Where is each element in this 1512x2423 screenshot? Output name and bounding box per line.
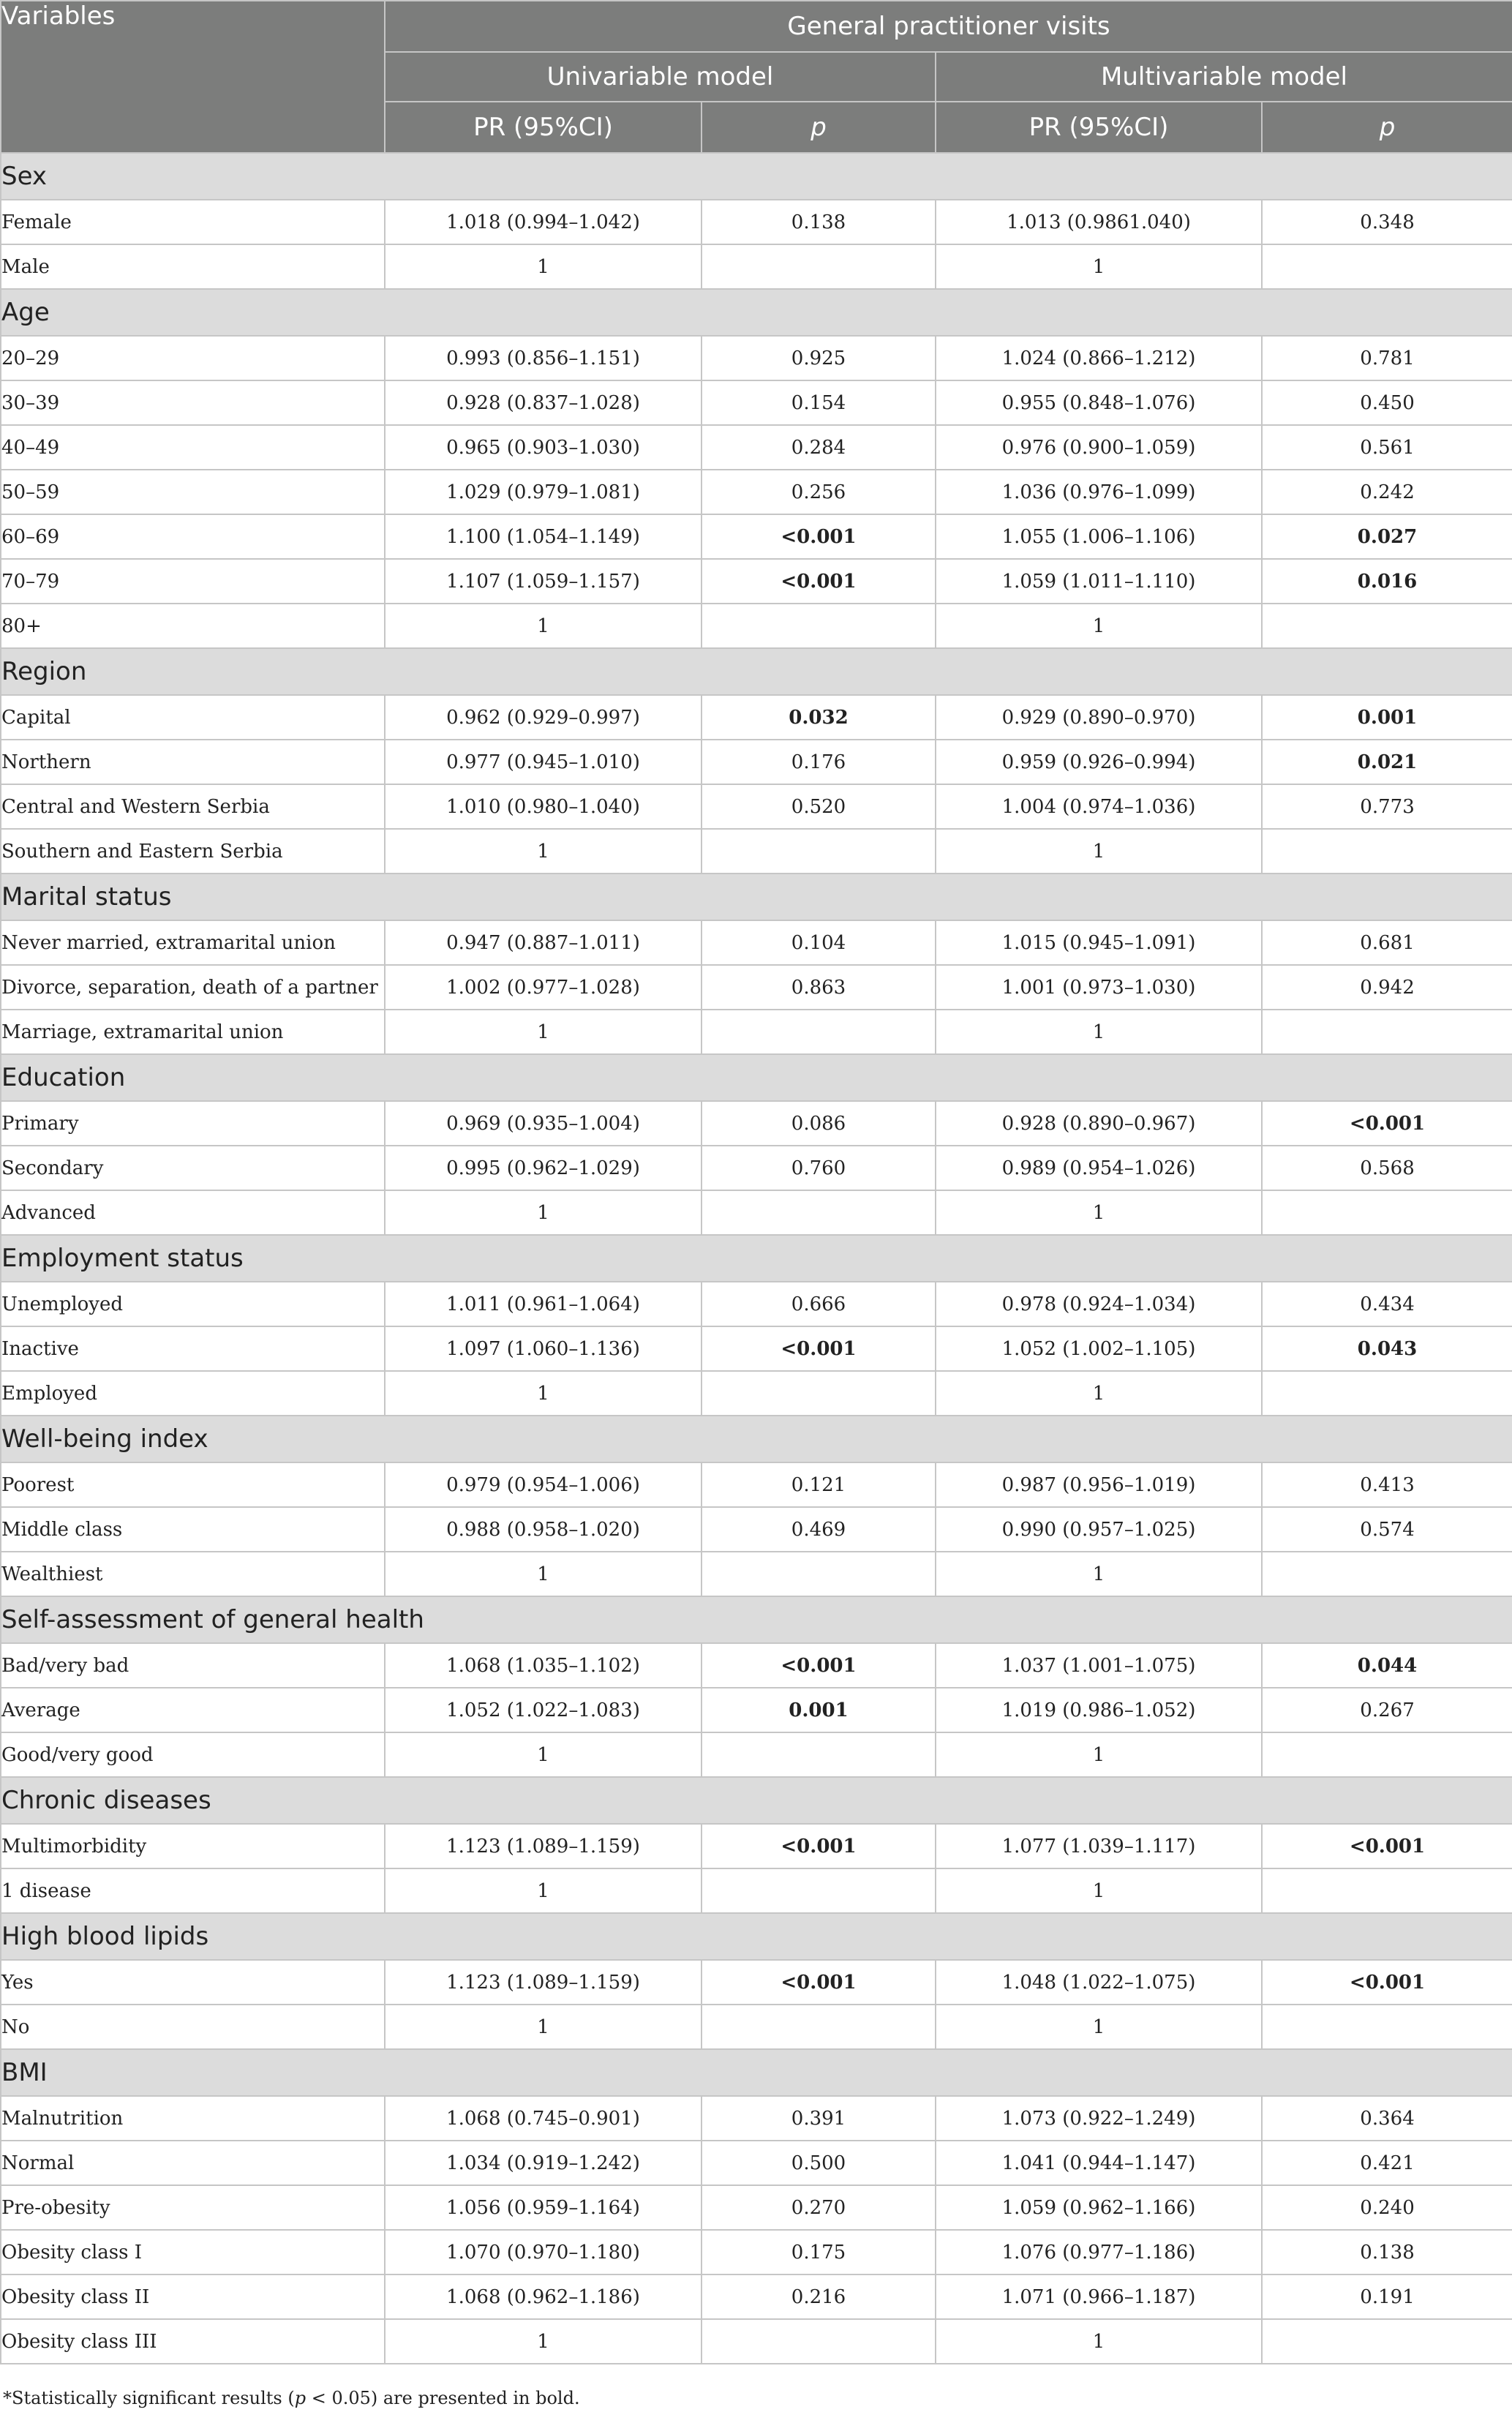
- univariable-p-cell: 0.391: [702, 2096, 936, 2141]
- row-label: Normal: [1, 2141, 385, 2185]
- section-title: Region: [1, 648, 1512, 695]
- univariable-pr-cell: 1.068 (1.035–1.102): [385, 1643, 702, 1688]
- multivariable-pr-cell: 1.041 (0.944–1.147): [936, 2141, 1262, 2185]
- multivariable-pr-cell: 1.073 (0.922–1.249): [936, 2096, 1262, 2141]
- univariable-p-cell: 0.175: [702, 2230, 936, 2274]
- multivariable-p-cell: 0.016: [1262, 559, 1512, 604]
- multivariable-p-cell: [1262, 1868, 1512, 1913]
- multivariable-p-cell: <0.001: [1262, 1824, 1512, 1868]
- univariable-pr-cell: 1: [385, 1371, 702, 1416]
- univariable-p-cell: 0.520: [702, 784, 936, 829]
- multivariable-p-cell: 0.434: [1262, 1282, 1512, 1326]
- section-header-row: [1, 1235, 1512, 1282]
- univariable-pr-cell: 1.100 (1.054–1.149): [385, 514, 702, 559]
- univariable-pr-cell: 1.068 (0.745–0.901): [385, 2096, 702, 2141]
- multivariable-pr-cell: 1.055 (1.006–1.106): [936, 514, 1262, 559]
- section-header-row: [1, 2049, 1512, 2096]
- multivariable-p-cell: 0.027: [1262, 514, 1512, 559]
- univariable-pr-cell: 0.977 (0.945–1.010): [385, 740, 702, 784]
- row-label: Marriage, extramarital union: [1, 1010, 385, 1054]
- table-row: [1, 1326, 1512, 1371]
- multivariable-pr-cell: 0.929 (0.890–0.970): [936, 695, 1262, 740]
- multivariable-pr-cell: 1: [936, 1552, 1262, 1596]
- multivariable-pr-cell: 1: [936, 2319, 1262, 2364]
- multivariable-p-cell: 0.574: [1262, 1507, 1512, 1552]
- univariable-p-cell: 0.666: [702, 1282, 936, 1326]
- univariable-p-cell: <0.001: [702, 1824, 936, 1868]
- multivariable-p-cell: 0.781: [1262, 336, 1512, 380]
- row-label: 40–49: [1, 425, 385, 470]
- univariable-pr-cell: 1: [385, 2005, 702, 2049]
- univariable-pr-cell: 1.070 (0.970–1.180): [385, 2230, 702, 2274]
- table-row: [1, 965, 1512, 1010]
- multivariable-p-cell: <0.001: [1262, 1101, 1512, 1146]
- multivariable-p-cell: 0.681: [1262, 920, 1512, 965]
- univariable-pr-cell: 1.011 (0.961–1.064): [385, 1282, 702, 1326]
- row-label: Southern and Eastern Serbia: [1, 829, 385, 874]
- table-row: [1, 559, 1512, 604]
- univariable-p-header: p: [702, 102, 936, 153]
- row-label: Male: [1, 244, 385, 289]
- multivariable-pr-cell: 0.990 (0.957–1.025): [936, 1507, 1262, 1552]
- section-title: Employment status: [1, 1235, 1512, 1282]
- header-row-1: [1, 1, 1512, 52]
- multivariable-pr-cell: 0.955 (0.848–1.076): [936, 380, 1262, 425]
- univariable-pr-cell: 1.056 (0.959–1.164): [385, 2185, 702, 2230]
- multivariable-p-cell: 0.240: [1262, 2185, 1512, 2230]
- univariable-p-cell: [702, 1371, 936, 1416]
- multivariable-pr-cell: 0.959 (0.926–0.994): [936, 740, 1262, 784]
- multivariable-p-cell: 0.044: [1262, 1643, 1512, 1688]
- univariable-pr-cell: 0.993 (0.856–1.151): [385, 336, 702, 380]
- row-label: Pre-obesity: [1, 2185, 385, 2230]
- multivariable-pr-cell: 1: [936, 604, 1262, 648]
- table-row: [1, 380, 1512, 425]
- multivariable-p-cell: [1262, 829, 1512, 874]
- section-title: Well-being index: [1, 1416, 1512, 1462]
- footnote-after: < 0.05) are presented in bold.: [306, 2388, 580, 2408]
- multivariable-pr-cell: 1.004 (0.974–1.036): [936, 784, 1262, 829]
- univariable-pr-cell: 0.947 (0.887–1.011): [385, 920, 702, 965]
- multivariable-p-cell: 0.364: [1262, 2096, 1512, 2141]
- univariable-p-cell: <0.001: [702, 1960, 936, 2005]
- univariable-p-cell: 0.138: [702, 200, 936, 244]
- multivariable-p-cell: 0.348: [1262, 200, 1512, 244]
- univariable-p-cell: 0.500: [702, 2141, 936, 2185]
- section-title: BMI: [1, 2049, 1512, 2096]
- univariable-p-cell: 0.121: [702, 1462, 936, 1507]
- univariable-pr-cell: 1: [385, 1732, 702, 1777]
- section-title: Self-assessment of general health: [1, 1596, 1512, 1643]
- row-label: 50–59: [1, 470, 385, 514]
- row-label: Average: [1, 1688, 385, 1732]
- table-row: [1, 2230, 1512, 2274]
- univariable-p-cell: 0.925: [702, 336, 936, 380]
- univariable-pr-cell: 0.969 (0.935–1.004): [385, 1101, 702, 1146]
- table-row: [1, 1190, 1512, 1235]
- multivariable-p-cell: [1262, 244, 1512, 289]
- multivariable-p-cell: [1262, 2005, 1512, 2049]
- multivariable-pr-cell: 0.989 (0.954–1.026): [936, 1146, 1262, 1190]
- section-header-row: [1, 1777, 1512, 1824]
- multivariable-p-cell: [1262, 604, 1512, 648]
- footnote-p: p: [294, 2388, 306, 2408]
- multivariable-pr-cell: 1: [936, 2005, 1262, 2049]
- row-label: Poorest: [1, 1462, 385, 1507]
- univariable-pr-cell: 0.979 (0.954–1.006): [385, 1462, 702, 1507]
- multivariable-pr-cell: 1.048 (1.022–1.075): [936, 1960, 1262, 2005]
- table-body: [1, 153, 1512, 2364]
- multivariable-pr-cell: 0.978 (0.924–1.034): [936, 1282, 1262, 1326]
- table-row: [1, 1688, 1512, 1732]
- gp-visits-header: General practitioner visits: [385, 1, 1512, 52]
- row-label: Secondary: [1, 1146, 385, 1190]
- row-label: Employed: [1, 1371, 385, 1416]
- section-title: Marital status: [1, 874, 1512, 920]
- univariable-pr-cell: 1: [385, 829, 702, 874]
- multivariable-pr-cell: 1: [936, 1010, 1262, 1054]
- multivariable-p-cell: 0.413: [1262, 1462, 1512, 1507]
- table-row: [1, 336, 1512, 380]
- multivariable-p-cell: 0.568: [1262, 1146, 1512, 1190]
- multivariable-p-cell: 0.942: [1262, 965, 1512, 1010]
- table-row: [1, 829, 1512, 874]
- multivariable-p-cell: [1262, 1010, 1512, 1054]
- table-row: [1, 920, 1512, 965]
- row-label: Central and Western Serbia: [1, 784, 385, 829]
- multivariable-pr-cell: 1: [936, 244, 1262, 289]
- table-row: [1, 695, 1512, 740]
- row-label: Capital: [1, 695, 385, 740]
- multivariable-p-cell: 0.191: [1262, 2274, 1512, 2319]
- table-row: [1, 200, 1512, 244]
- univariable-pr-cell: 0.962 (0.929–0.997): [385, 695, 702, 740]
- multivariable-pr-cell: 1.013 (0.9861.040): [936, 200, 1262, 244]
- univariable-p-cell: 0.001: [702, 1688, 936, 1732]
- multivariable-p-cell: 0.043: [1262, 1326, 1512, 1371]
- univariable-pr-cell: 1: [385, 1010, 702, 1054]
- univariable-p-cell: 0.863: [702, 965, 936, 1010]
- table-row: [1, 1552, 1512, 1596]
- multivariable-p-cell: <0.001: [1262, 1960, 1512, 2005]
- univariable-pr-cell: 1.034 (0.919–1.242): [385, 2141, 702, 2185]
- table-row: [1, 425, 1512, 470]
- table-row: [1, 470, 1512, 514]
- multivariable-pr-cell: 1: [936, 829, 1262, 874]
- multivariable-pr-cell: 1.037 (1.001–1.075): [936, 1643, 1262, 1688]
- table-row: [1, 1101, 1512, 1146]
- row-label: Never married, extramarital union: [1, 920, 385, 965]
- univariable-pr-cell: 1.002 (0.977–1.028): [385, 965, 702, 1010]
- univariable-pr-cell: 1: [385, 2319, 702, 2364]
- multivariable-pr-cell: 1.036 (0.976–1.099): [936, 470, 1262, 514]
- section-title: Education: [1, 1054, 1512, 1101]
- row-label: Inactive: [1, 1326, 385, 1371]
- multivariable-p-cell: [1262, 1190, 1512, 1235]
- table-row: [1, 1146, 1512, 1190]
- table-row: [1, 1960, 1512, 2005]
- multivariable-pr-cell: 1.077 (1.039–1.117): [936, 1824, 1262, 1868]
- row-label: 1 disease: [1, 1868, 385, 1913]
- row-label: Advanced: [1, 1190, 385, 1235]
- univariable-p-cell: 0.469: [702, 1507, 936, 1552]
- univariable-p-cell: 0.176: [702, 740, 936, 784]
- row-label: Good/very good: [1, 1732, 385, 1777]
- univariable-pr-cell: 1.123 (1.089–1.159): [385, 1824, 702, 1868]
- multivariable-p-cell: 0.001: [1262, 695, 1512, 740]
- multivariable-pr-cell: 0.928 (0.890–0.967): [936, 1101, 1262, 1146]
- multivariable-pr-cell: 1: [936, 1371, 1262, 1416]
- univariable-pr-cell: 1: [385, 1868, 702, 1913]
- univariable-p-cell: <0.001: [702, 1643, 936, 1688]
- univariable-p-cell: [702, 1552, 936, 1596]
- univariable-p-cell: [702, 2319, 936, 2364]
- multivariable-p-header: p: [1262, 102, 1512, 153]
- table-row: [1, 1282, 1512, 1326]
- multivariable-header: Multivariable model: [936, 52, 1512, 102]
- row-label: Yes: [1, 1960, 385, 2005]
- multivariable-pr-cell: 1: [936, 1190, 1262, 1235]
- univariable-pr-cell: 1: [385, 1190, 702, 1235]
- univariable-pr-cell: 0.965 (0.903–1.030): [385, 425, 702, 470]
- table-row: [1, 2274, 1512, 2319]
- univariable-pr-cell: 1.097 (1.060–1.136): [385, 1326, 702, 1371]
- row-label: Female: [1, 200, 385, 244]
- multivariable-pr-cell: 1.019 (0.986–1.052): [936, 1688, 1262, 1732]
- multivariable-p-cell: [1262, 2319, 1512, 2364]
- table-row: [1, 514, 1512, 559]
- table-row: [1, 1507, 1512, 1552]
- row-label: Obesity class III: [1, 2319, 385, 2364]
- section-header-row: [1, 1416, 1512, 1462]
- univariable-p-cell: 0.154: [702, 380, 936, 425]
- univariable-pr-cell: 0.928 (0.837–1.028): [385, 380, 702, 425]
- footnote: [3, 2388, 580, 2408]
- row-label: 30–39: [1, 380, 385, 425]
- multivariable-p-cell: 0.021: [1262, 740, 1512, 784]
- row-label: 80+: [1, 604, 385, 648]
- section-title: Age: [1, 289, 1512, 336]
- table-row: [1, 2096, 1512, 2141]
- multivariable-p-cell: [1262, 1732, 1512, 1777]
- section-header-row: [1, 1596, 1512, 1643]
- row-label: Obesity class II: [1, 2274, 385, 2319]
- univariable-pr-cell: 1.068 (0.962–1.186): [385, 2274, 702, 2319]
- multivariable-p-cell: 0.773: [1262, 784, 1512, 829]
- section-header-row: [1, 874, 1512, 920]
- row-label: No: [1, 2005, 385, 2049]
- row-label: Primary: [1, 1101, 385, 1146]
- multivariable-pr-cell: 1.052 (1.002–1.105): [936, 1326, 1262, 1371]
- row-label: Malnutrition: [1, 2096, 385, 2141]
- multivariable-pr-cell: 1.015 (0.945–1.091): [936, 920, 1262, 965]
- row-label: 60–69: [1, 514, 385, 559]
- univariable-p-cell: [702, 2005, 936, 2049]
- multivariable-pr-cell: 1: [936, 1732, 1262, 1777]
- row-label: 70–79: [1, 559, 385, 604]
- univariable-pr-cell: 1: [385, 604, 702, 648]
- table-row: [1, 2319, 1512, 2364]
- multivariable-pr-cell: 1.024 (0.866–1.212): [936, 336, 1262, 380]
- univariable-pr-cell: 1.123 (1.089–1.159): [385, 1960, 702, 2005]
- multivariable-pr-cell: 1.076 (0.977–1.186): [936, 2230, 1262, 2274]
- univariable-pr-cell: 1.010 (0.980–1.040): [385, 784, 702, 829]
- multivariable-p-cell: 0.450: [1262, 380, 1512, 425]
- section-header-row: [1, 289, 1512, 336]
- multivariable-pr-cell: 0.987 (0.956–1.019): [936, 1462, 1262, 1507]
- multivariable-pr-header: PR (95%CI): [936, 102, 1262, 153]
- univariable-p-cell: <0.001: [702, 1326, 936, 1371]
- table-row: [1, 604, 1512, 648]
- table-row: [1, 2141, 1512, 2185]
- univariable-p-cell: [702, 1732, 936, 1777]
- row-label: Wealthiest: [1, 1552, 385, 1596]
- variables-header: Variables: [1, 1, 385, 153]
- table-row: [1, 1824, 1512, 1868]
- multivariable-pr-cell: 1.001 (0.973–1.030): [936, 965, 1262, 1010]
- multivariable-p-cell: 0.242: [1262, 470, 1512, 514]
- multivariable-p-cell: 0.561: [1262, 425, 1512, 470]
- multivariable-pr-cell: 1.071 (0.966–1.187): [936, 2274, 1262, 2319]
- section-header-row: [1, 648, 1512, 695]
- multivariable-p-cell: 0.421: [1262, 2141, 1512, 2185]
- univariable-p-cell: [702, 1868, 936, 1913]
- univariable-p-cell: [702, 604, 936, 648]
- table-row: [1, 784, 1512, 829]
- row-label: Obesity class I: [1, 2230, 385, 2274]
- univariable-p-cell: 0.032: [702, 695, 936, 740]
- univariable-p-cell: 0.216: [702, 2274, 936, 2319]
- univariable-p-cell: 0.104: [702, 920, 936, 965]
- univariable-pr-cell: 1: [385, 1552, 702, 1596]
- univariable-p-cell: [702, 1190, 936, 1235]
- univariable-pr-cell: 0.988 (0.958–1.020): [385, 1507, 702, 1552]
- univariable-pr-cell: 0.995 (0.962–1.029): [385, 1146, 702, 1190]
- table-row: [1, 1732, 1512, 1777]
- row-label: Bad/very bad: [1, 1643, 385, 1688]
- univariable-p-cell: <0.001: [702, 559, 936, 604]
- univariable-p-cell: 0.256: [702, 470, 936, 514]
- footnote-before: *Statistically significant results (: [3, 2388, 295, 2408]
- multivariable-pr-cell: 0.976 (0.900–1.059): [936, 425, 1262, 470]
- univariable-p-cell: 0.284: [702, 425, 936, 470]
- row-label: Divorce, separation, death of a partner: [1, 965, 385, 1010]
- univariable-header: Univariable model: [385, 52, 936, 102]
- univariable-p-cell: [702, 1010, 936, 1054]
- table-row: [1, 1462, 1512, 1507]
- section-header-row: [1, 1913, 1512, 1960]
- section-title: Chronic diseases: [1, 1777, 1512, 1824]
- table-row: [1, 1371, 1512, 1416]
- univariable-pr-header: PR (95%CI): [385, 102, 702, 153]
- row-label: Northern: [1, 740, 385, 784]
- univariable-pr-cell: 1.107 (1.059–1.157): [385, 559, 702, 604]
- multivariable-p-cell: 0.267: [1262, 1688, 1512, 1732]
- table-row: [1, 740, 1512, 784]
- section-title: Sex: [1, 153, 1512, 200]
- multivariable-pr-cell: 1.059 (1.011–1.110): [936, 559, 1262, 604]
- section-header-row: [1, 1054, 1512, 1101]
- table-row: [1, 1010, 1512, 1054]
- univariable-pr-cell: 1: [385, 244, 702, 289]
- row-label: Unemployed: [1, 1282, 385, 1326]
- univariable-p-cell: [702, 244, 936, 289]
- univariable-p-cell: [702, 829, 936, 874]
- table-row: [1, 1643, 1512, 1688]
- section-title: High blood lipids: [1, 1913, 1512, 1960]
- multivariable-p-cell: 0.138: [1262, 2230, 1512, 2274]
- univariable-p-cell: 0.760: [702, 1146, 936, 1190]
- univariable-p-cell: <0.001: [702, 514, 936, 559]
- multivariable-p-cell: [1262, 1552, 1512, 1596]
- table-row: [1, 2185, 1512, 2230]
- univariable-pr-cell: 1.052 (1.022–1.083): [385, 1688, 702, 1732]
- table-row: [1, 1868, 1512, 1913]
- univariable-p-cell: 0.270: [702, 2185, 936, 2230]
- section-header-row: [1, 153, 1512, 200]
- row-label: 20–29: [1, 336, 385, 380]
- multivariable-p-cell: [1262, 1371, 1512, 1416]
- row-label: Multimorbidity: [1, 1824, 385, 1868]
- univariable-pr-cell: 1.029 (0.979–1.081): [385, 470, 702, 514]
- univariable-pr-cell: 1.018 (0.994–1.042): [385, 200, 702, 244]
- table-row: [1, 244, 1512, 289]
- table-row: [1, 2005, 1512, 2049]
- multivariable-pr-cell: 1.059 (0.962–1.166): [936, 2185, 1262, 2230]
- univariable-p-cell: 0.086: [702, 1101, 936, 1146]
- row-label: Middle class: [1, 1507, 385, 1552]
- multivariable-pr-cell: 1: [936, 1868, 1262, 1913]
